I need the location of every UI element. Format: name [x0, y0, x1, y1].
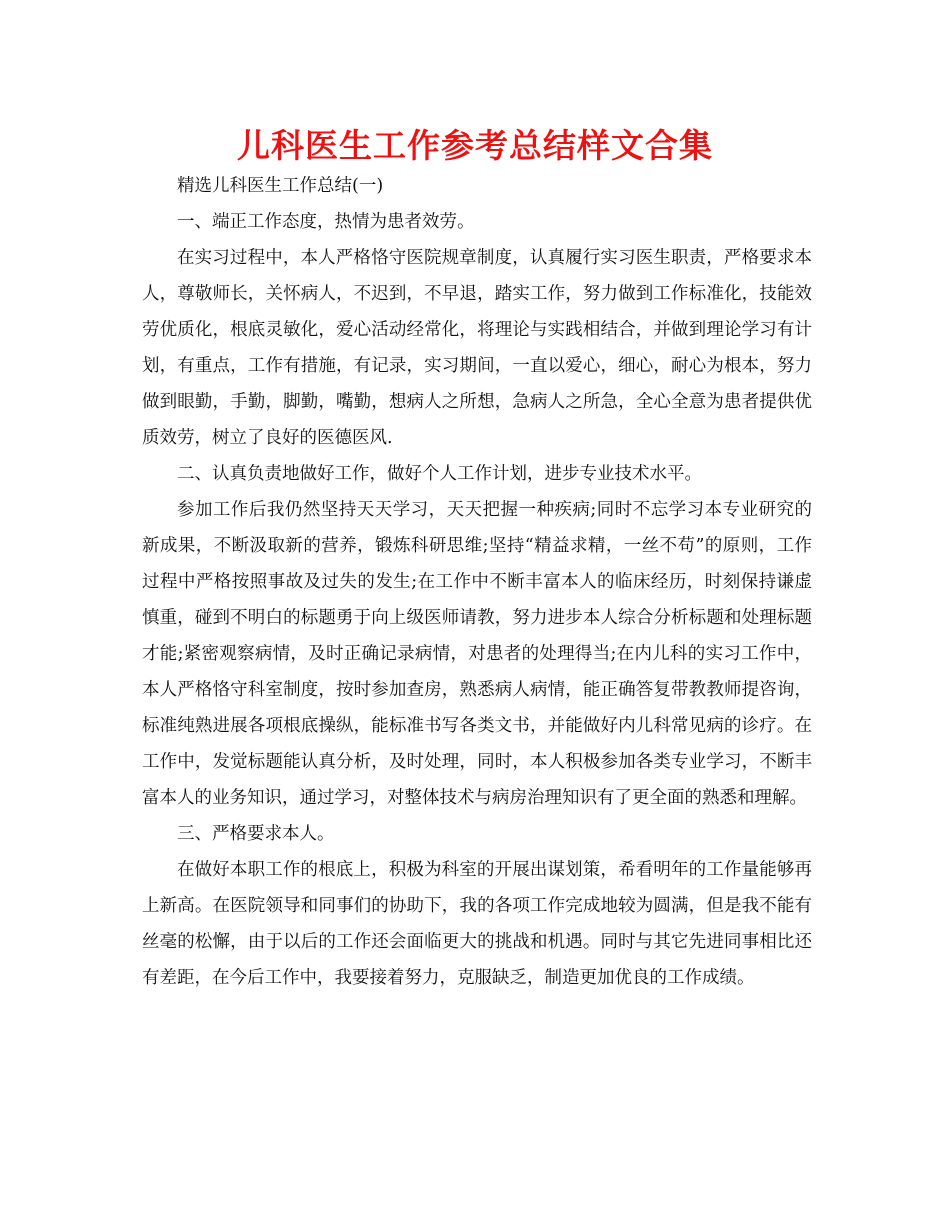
section-2-paragraph: 参加工作后我仍然坚持天天学习，天天把握一种疾病;同时不忘学习本专业研究的新成果，不断汲取新的营养，锻炼科研思维;坚持“精益求精，一丝不苟”的原则，工作过程中严格按照事故及过失的发生;在工作中不断丰富本人的临床经历，时刻保持谦虚慎重，碰到不明白的标题勇于向上级医师请教，努力进步本人综合分析标题和处理标题才能;紧密观察病情，及时正确记录病情，对患者的处理得当;在内儿科的实习工作中，本人严格恪守科室制度，按时参加查房，熟悉病人病情，能正确答复带教教师提咨询，标准纯熟进展各项根底操纵，能标准书写各类文书，并能做好内儿科常见病的诊疗。在工作中，发觉标题能认真分析，及时处理，同时，本人积极参加各类专业学习，不断丰富本人的业务知识，通过学习，对整体技术与病房治理知识有了更全面的熟悉和理解。 [142, 500, 812, 808]
document-body [142, 168, 812, 996]
section-3-heading: 三、严格要求本人。 [177, 824, 335, 844]
section-3-paragraph: 在做好本职工作的根底上，积极为科室的开展出谋划策，希看明年的工作量能够再上新高。在医院领导和同事们的协助下，我的各项工作完成地较为圆满，但是我不能有丝毫的松懈，由于以后的工作还会面临更大的挑战和机遇。同时与其它先进同事相比还有差距，在今后工作中，我要接着努力，克服缺乏，制造更加优良的工作成绩。 [142, 860, 812, 988]
subtitle: 精选儿科医生工作总结(一) [177, 176, 384, 196]
section-2-heading: 二、认真负责地做好工作，做好个人工作计划，进步专业技术水平。 [177, 464, 702, 484]
section-1-paragraph: 在实习过程中，本人严格恪守医院规章制度，认真履行实习医生职责，严格要求本人，尊敬师长，关怀病人，不迟到，不早退，踏实工作，努力做到工作标准化，技能效劳优质化，根底灵敏化，爱心活动经常化，将理论与实践相结合，并做到理论学习有计划，有重点，工作有措施，有记录，实习期间，一直以爱心，细心，耐心为根本，努力做到眼勤，手勤，脚勤，嘴勤，想病人之所想，急病人之所急，全心全意为患者提供优质效劳，树立了良好的医德医风. [142, 248, 812, 448]
section-1-heading: 一、端正工作态度，热情为患者效劳。 [177, 212, 475, 232]
document-title: 儿科医生工作参考总结样文合集 [237, 126, 713, 165]
